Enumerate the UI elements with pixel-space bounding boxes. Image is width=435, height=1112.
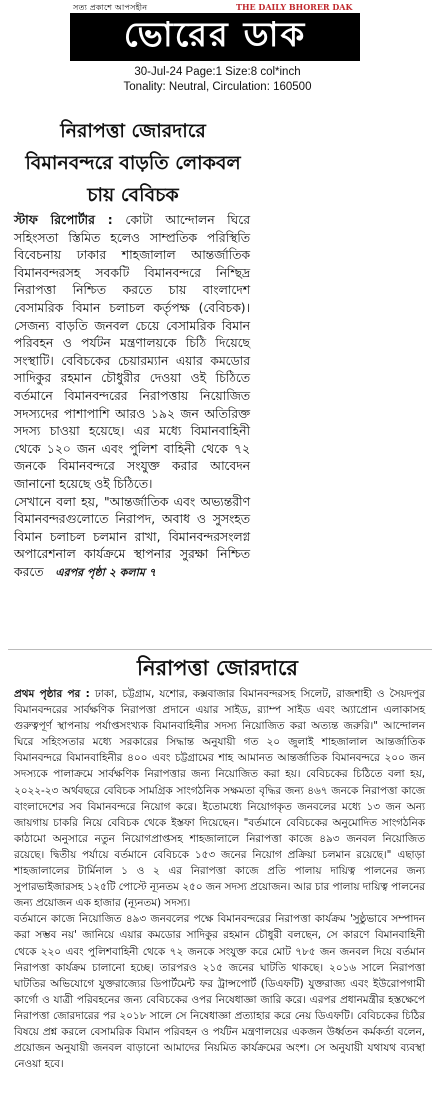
masthead-english-name: THE DAILY BHORER DAK [236,2,353,12]
article2-para1-text: ঢাকা, চট্টগ্রাম, যশোর, কক্সবাজার বিমানবন্দরসহ সিলেট, রাজশাহী ও সৈয়দপুর বিমানবন্দরের সার্বক্ষণিক নিরাপত্তা প্রদানে এয়ার সাইড, র‍্যাম্প সাইড এবং অ্যাপ্রোন এলাকাসহ গুরুত্বপূর্ণ স্থাপনায় পর্যাপ্তসংখ্যক বিমানবাহিনীর সদস্য নিয়োজিত করা অত্যন্ত জরুরি।" আন্দোলন ঘিরে সহিংসতার মধ্যে সরকারের সিদ্ধান্ত অনুযায়ী গত ২০ জুলাই শাহজালাল আন্তর্জাতিক বিমানবন্দরে বিমানবাহিনীর ৪০০ এবং চট্টগ্রামের শাহ আমানত আন্তর্জাতিক বিমানবন্দরে ২০০ জন সদস্যকে পালাক্রমে সার্বক্ষণিক নিরাপত্তার জন্য নিয়োজিত করা হয়। বেবিচকের চিঠিতে বলা হয়, ২০২২-২৩ অর্থবছরে বেবিচক সামগ্রিক সাংগঠনিক সক্ষমতা বৃদ্ধির জন্য ৪৬৭ জনকে নিরাপত্তা কাজে বাংলাদেশের সব বিমানবন্দরে নিয়োগ করে। ইতোমধ্যে নিয়োগকৃত জনবলের মধ্যে ১৩ জন অন্য জায়গায় চাকরি নিয়ে বেবিচক থেকে ইস্তফা দিয়েছেন। "বর্তমানে বেবিচকের অনুমোদিত সাংগঠনিক কাঠামো অনুসারে নতুন নিয়োগপ্রাপ্তসহ শাহজালালে নিরাপত্তা কাজে ৪৯৩ জনবল নিয়োজিত রয়েছে। দ্বিতীয় পর্যায়ে বর্তমানে বেবিচকে ১৫৩ জনের নিয়োগ প্রক্রিয়া চলমান রয়েছে।" এছাড়া শাহজালালের টার্মিনাল ১ ও ২ এর নিরাপত্তা কাজে প্রতি পালায় দায়িত্ব পালনের জন্য সুপারভাইজারসহ ১২৫টি পোস্টে ন্যূনতম ২৫০ জন সদস্য প্রয়োজন। আর চার পালায় দায়িত্ব পালনের জন্য প্রয়োজন এক হাজার (ন্যূনতম) সদস্য। [14,688,425,910]
clipping-meta [0,65,435,95]
article1-headline-line3: চায় বেবিচক [87,184,179,206]
article1-para1-text: কোটা আন্দোলন ঘিরে সহিংসতা স্তিমিত হলেও সাম্প্রতিক পরিস্থিতি বিবেচনায় ঢাকার শাহজালাল আন্তর্জাতিক বিমানবন্দরসহ সবকটি বিমানবন্দরে নিশ্ছিদ্র নিরাপত্তা নিশ্চিত করতে চায় বাংলাদেশ বেসামরিক বিমান চলাচল কর্তৃপক্ষ (বেবিচক)। সেজন্য বাড়তি জনবল চেয়ে বেসামরিক বিমান পরিবহন ও পর্যটন মন্ত্রণালয়কে চিঠি দিয়েছে সংস্থাটি। বেবিচকের চেয়ারম্যান এয়ার কমডোর সাদিকুর রহমান চৌধুরীর দেওয়া ওই চিঠিতে বর্তমানে বিমানবন্দরের নিরাপত্তায় নিয়োজিত সদস্যদের পাশাপাশি আরও ১৯২ জন অতিরিক্ত সদস্য চাওয়া হয়েছে। এর মধ্যে বিমানবাহিনী থেকে ১২০ জন এবং পুলিশ বাহিনী থেকে ৭২ জনকে বিমানবন্দরে সংযুক্ত করার আবেদন জানানো হয়েছে ওই চিঠিতে। [14,213,250,491]
article1-continuation: এরপর পৃষ্ঠা ২ কলাম ৭ [55,565,156,579]
article1-para2-text: সেখানে বলা হয়, "আন্তর্জাতিক এবং অভ্যন্তরীণ বিমানবন্দরগুলোতে নিরাপদ, অবাধ ও সুসংহত বিমান চলাচল চলমান রাখা, বিমানবন্দরসংলগ্ন অপারেশনাল কার্যক্রমে স্থাপনার সুরক্ষা নিশ্চিত করতে [14,494,250,579]
masthead [0,0,435,62]
article2-body [14,686,425,1072]
article2-headline: নিরাপত্তা জোরদারে [137,656,298,680]
article2-para1 [14,686,425,911]
masthead-tagline: সত্য প্রকাশে আপসহীন [73,3,148,12]
article1-byline: স্টাফ রিপোর্টার : [14,213,113,227]
article2-lead: প্রথম পৃষ্ঠার পর : [14,688,90,700]
masthead-logo: ভোরের ডাক [70,13,360,61]
article1-para2 [14,494,250,582]
article-divider [8,649,432,650]
article1-headline-line1: নিরাপত্তা জোরদারে [60,120,206,142]
article1-body [14,212,250,581]
article1-para1 [14,212,250,494]
clipping-meta-line1: 30-Jul-24 Page:1 Size:8 col*inch [134,66,301,78]
article2-para2: বর্তমানে কাজে নিয়োজিত ৪৯৩ জনবলের পক্ষে বিমানবন্দরের নিরাপত্তা কার্যক্রম 'সুষ্ঠুভাবে সম্পাদন করা সম্ভব নয়' জানিয়ে এয়ার কমডোর সাদিকুর রহমান চৌধুরী বলছেন, সে কারণে বিমানবাহিনী থেকে ২২০ এবং পুলিশবাহিনী থেকে ৭২ জনকে সংযুক্ত করে মোট ৭৮৫ জন জনবল দিয়ে বর্তমান নিরাপত্তা কার্যক্রম চালানো হচ্ছে। তারপরও ২১৫ জনের ঘাটতি থাকছে। ২০১৬ সালে নিরাপত্তা ঘাটতির অভিযোগে যুক্তরাজ্যের ডিপার্টমেন্ট ফর ট্রান্সপোর্ট (ডিএফটি) যুক্তরাজ্য এবং ইউরোপগামী কার্গো ও যাত্রী পরিবহনের জন্য বেবিচকের ওপর নিষেধাজ্ঞা জারি করে। এরপর প্রধানমন্ত্রীর হস্তক্ষেপে নিরাপত্তা জোরদারের পর ২০১৮ সালে সে নিষেধাজ্ঞা প্রত্যাহার করে নেয় ডিএফটি। বেবিচকের চিঠির বিষয়ে প্রশ্ন করলে বেসামরিক বিমান পরিবহন ও পর্যটন মন্ত্রণালয়ের একজন উর্ধ্বতন কর্মকর্তা বলেন, প্রয়োজন অনুযায়ী জনবল বাড়ানো আমাদের নিয়মিত কার্যক্রমের অংশ। সে অনুযায়ী যথাযথ ব্যবস্থা নেওয়া হবে। [14,913,425,1071]
article1-headline-line2: বিমানবন্দরে বাড়তি লোকবল [25,152,241,174]
clipping-meta-line2: Tonality: Neutral, Circulation: 160500 [123,81,312,93]
